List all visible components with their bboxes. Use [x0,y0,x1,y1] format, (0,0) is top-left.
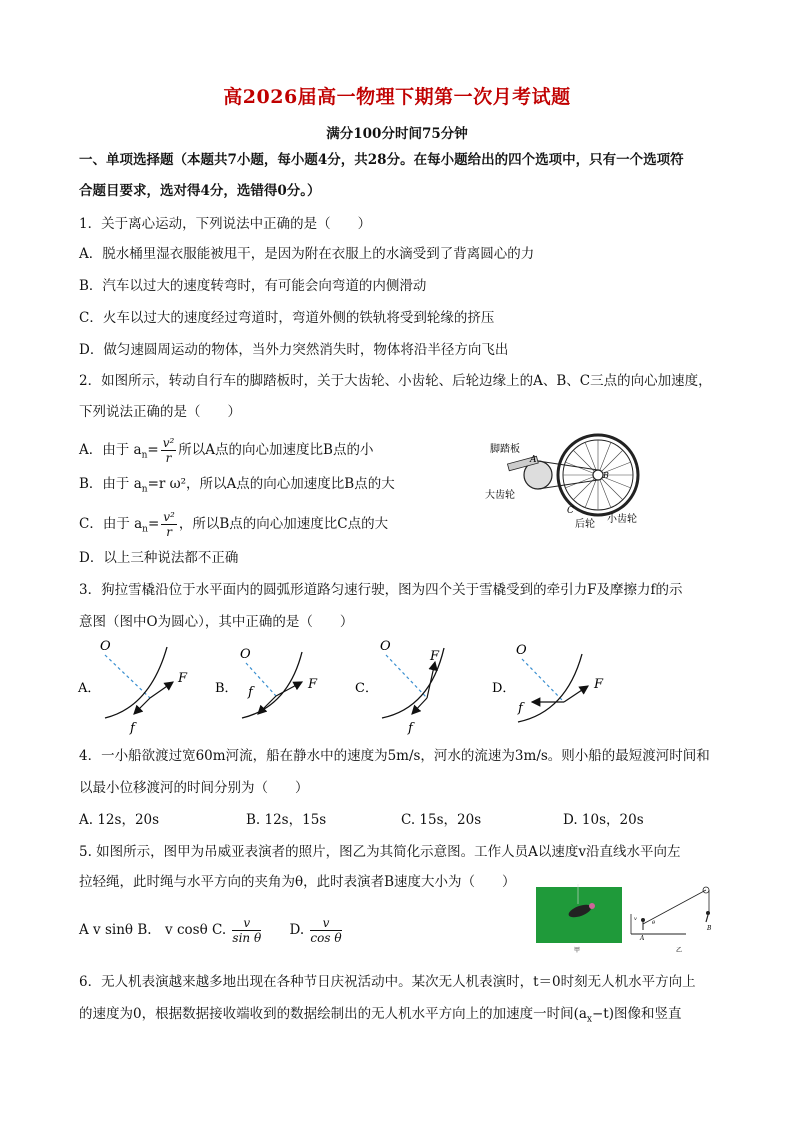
subscript-n: n [141,450,148,461]
q5-stem-line2: 拉轻绳，此时绳与水平方向的夹角为θ，此时表演者B速度大小为（ ） [79,874,516,890]
q2-option-a-prefix: A．由于 a [79,442,142,458]
option-c-label: C． [355,681,378,696]
label-b: B [707,925,712,932]
q2-option-a [79,436,373,466]
center-o-label: O [380,639,391,654]
q1-option-b: B．汽车以过大的速度转弯时，有可能会向弯道的内侧滑动 [79,278,427,294]
q2-option-b-prefix: B．由于 a [79,476,142,492]
radius-line [522,659,564,702]
equals-sign: = [147,516,160,532]
fraction-numerator: v [310,916,341,931]
label-point-a: A [530,455,537,465]
equals-sign: = [147,442,159,458]
fraction-v2-over-r [161,436,177,465]
diagram-c [355,639,444,736]
q5-option-d-label: D. [289,922,305,938]
option-a-label: A． [78,681,101,696]
radius-line [105,655,150,698]
fraction-numerator: v² [163,510,175,524]
subscript-n: n [141,484,148,495]
q4-option-d: D. 10s，20s [563,812,644,828]
force-f-label: F [430,649,440,664]
friction-label: f [408,721,413,736]
page-subtitle: 满分100分时间75分钟 [326,126,468,142]
small-gear-circle [593,470,603,480]
force-f-label: F [178,671,188,686]
option-d-label: D． [492,681,516,696]
q4-option-a: A. 12s，20s [79,812,160,828]
q4-stem-line2: 以最小位移渡河的时间分别为（ ） [79,780,309,796]
section-heading-line2: 合题目要求，选对得4分，选错得0分。） [79,183,321,199]
friction-arrow [134,698,150,714]
rope-line [643,890,706,924]
center-o-label: O [240,647,251,662]
performer-head [589,903,595,909]
q1-stem: 1．关于离心运动，下列说法中正确的是（ ） [79,216,372,232]
q5-options-ab-c: A v sinθ B. v cosθ C. [79,922,227,938]
q4-option-b: B. 12s，15s [246,812,327,828]
q2-option-c [79,510,388,540]
fraction-denominator: sin θ [232,931,262,945]
q2-option-c-prefix: C．由于 a [79,516,143,532]
q6-stem-line2 [79,1004,682,1030]
force-f-label: F [308,677,318,692]
q2-option-d: D．以上三种说法都不正确 [79,550,239,566]
label-theta: θ [652,920,656,926]
force-f-arrow [427,662,435,698]
q3-stem-line1: 3．狗拉雪橇沿位于水平面内的圆弧形道路匀速行驶，图为四个关于雪橇受到的牵引力F及摩擦力f的示 [79,582,683,598]
force-f-arrow [150,682,173,698]
section-heading-line1: 一、单项选择题（本题共7小题，每小题4分，共28分。在每小题给出的四个选项中，只有一个选项符 [79,152,684,168]
fraction-denominator: r [166,525,172,539]
fraction-denominator: cos θ [310,931,342,945]
center-o-label: O [100,639,111,654]
worker-head [641,918,645,922]
force-f-label: F [594,677,604,692]
page-title: 高2026届高一物理下期第一次月考试题 [223,86,571,108]
center-o-label: O [516,643,527,658]
bicycle-gear-figure [480,430,660,535]
label-v: v [634,916,637,922]
q6-stem-line2-end: −t)图像和竖直 [591,1006,682,1022]
friction-arrow [412,698,427,714]
diagram-d [492,643,604,722]
q2-stem-line1: 2．如图所示，转动自行车的脚踏板时，关于大齿轮、小齿轮、后轮边缘上的A、B、C三点的向心加速度， [79,373,712,389]
q1-option-c: C．火车以过大的速度经过弯道时，弯道外侧的铁轨将受到轮缘的挤压 [79,310,495,326]
q5-options [79,916,344,945]
label-point-c: C [567,506,574,516]
label-a: A [640,935,645,942]
q6-stem-line2-text: 的速度为0，根据数据接收端收到的数据绘制出的无人机水平方向上的加速度一时间(a [79,1006,587,1022]
label-big-gear: 大齿轮 [485,490,515,501]
fraction-v-over-sin [232,916,261,945]
fraction-v2-over-r [161,510,177,539]
q4-stem-line1: 4．一小船欲渡过宽60m河流，船在静水中的速度为5m/s，河水的流速为3m/s。则小船的最短渡河时间和 [79,748,710,764]
q6-stem-line1: 6．无人机表演越来越多地出现在各种节日庆祝活动中。某次无人机表演时，t＝0时刻无人机水平方向上 [79,974,696,990]
fraction-v-over-cos [310,916,341,945]
label-rear-wheel: 后轮 [575,519,595,530]
label-small-gear: 小齿轮 [607,514,637,525]
fraction-denominator: r [165,451,172,465]
q2-option-b [79,474,395,500]
q2-option-b-text: =r ω²，所以A点的向心加速度比B点的大 [147,476,395,492]
diagram-b [215,647,318,718]
subscript-x: x [586,1014,592,1025]
q3-force-diagrams [70,632,740,744]
friction-label: f [248,685,253,700]
performer-b-body [706,915,708,922]
q5-figures [536,884,736,954]
label-pedal: 脚踏板 [490,444,520,455]
performer-b-head [706,911,710,915]
arc-path [105,647,167,718]
q5-stem-line1: 5. 如图所示，图甲为吊威亚表演者的照片，图乙为其简化示意图。工作人员A以速度v沿直线水平向左 [79,844,681,860]
q1-option-d: D．做匀速圆周运动的物体，当外力突然消失时，物体将沿半径方向飞出 [79,342,509,358]
q2-option-a-text: 所以A点的向心加速度比B点的小 [178,442,374,458]
q2-stem-line2: 下列说法正确的是（ ） [79,404,241,420]
friction-label: f [130,721,135,736]
q1-option-a: A．脱水桶里湿衣服能被甩干，是因为附在衣服上的水滴受到了背离圆心的力 [79,246,535,262]
diagram-a [77,639,188,736]
fraction-numerator: v [232,916,261,931]
label-point-b: B [603,471,609,480]
q2-option-c-text: ，所以B点的向心加速度比C点的大 [178,516,389,532]
friction-label: f [518,701,523,716]
q4-option-c: C. 15s，20s [401,812,482,828]
label-jia: 甲 [574,947,581,954]
option-b-label: B． [215,681,238,696]
fraction-numerator: v² [162,436,175,450]
subscript-n: n [142,524,148,535]
q3-stem-line2: 意图（图中O为圆心），其中正确的是（ ） [79,614,354,630]
label-yi: 乙 [676,947,683,954]
friction-arrow [258,696,276,714]
radius-line [386,655,427,698]
